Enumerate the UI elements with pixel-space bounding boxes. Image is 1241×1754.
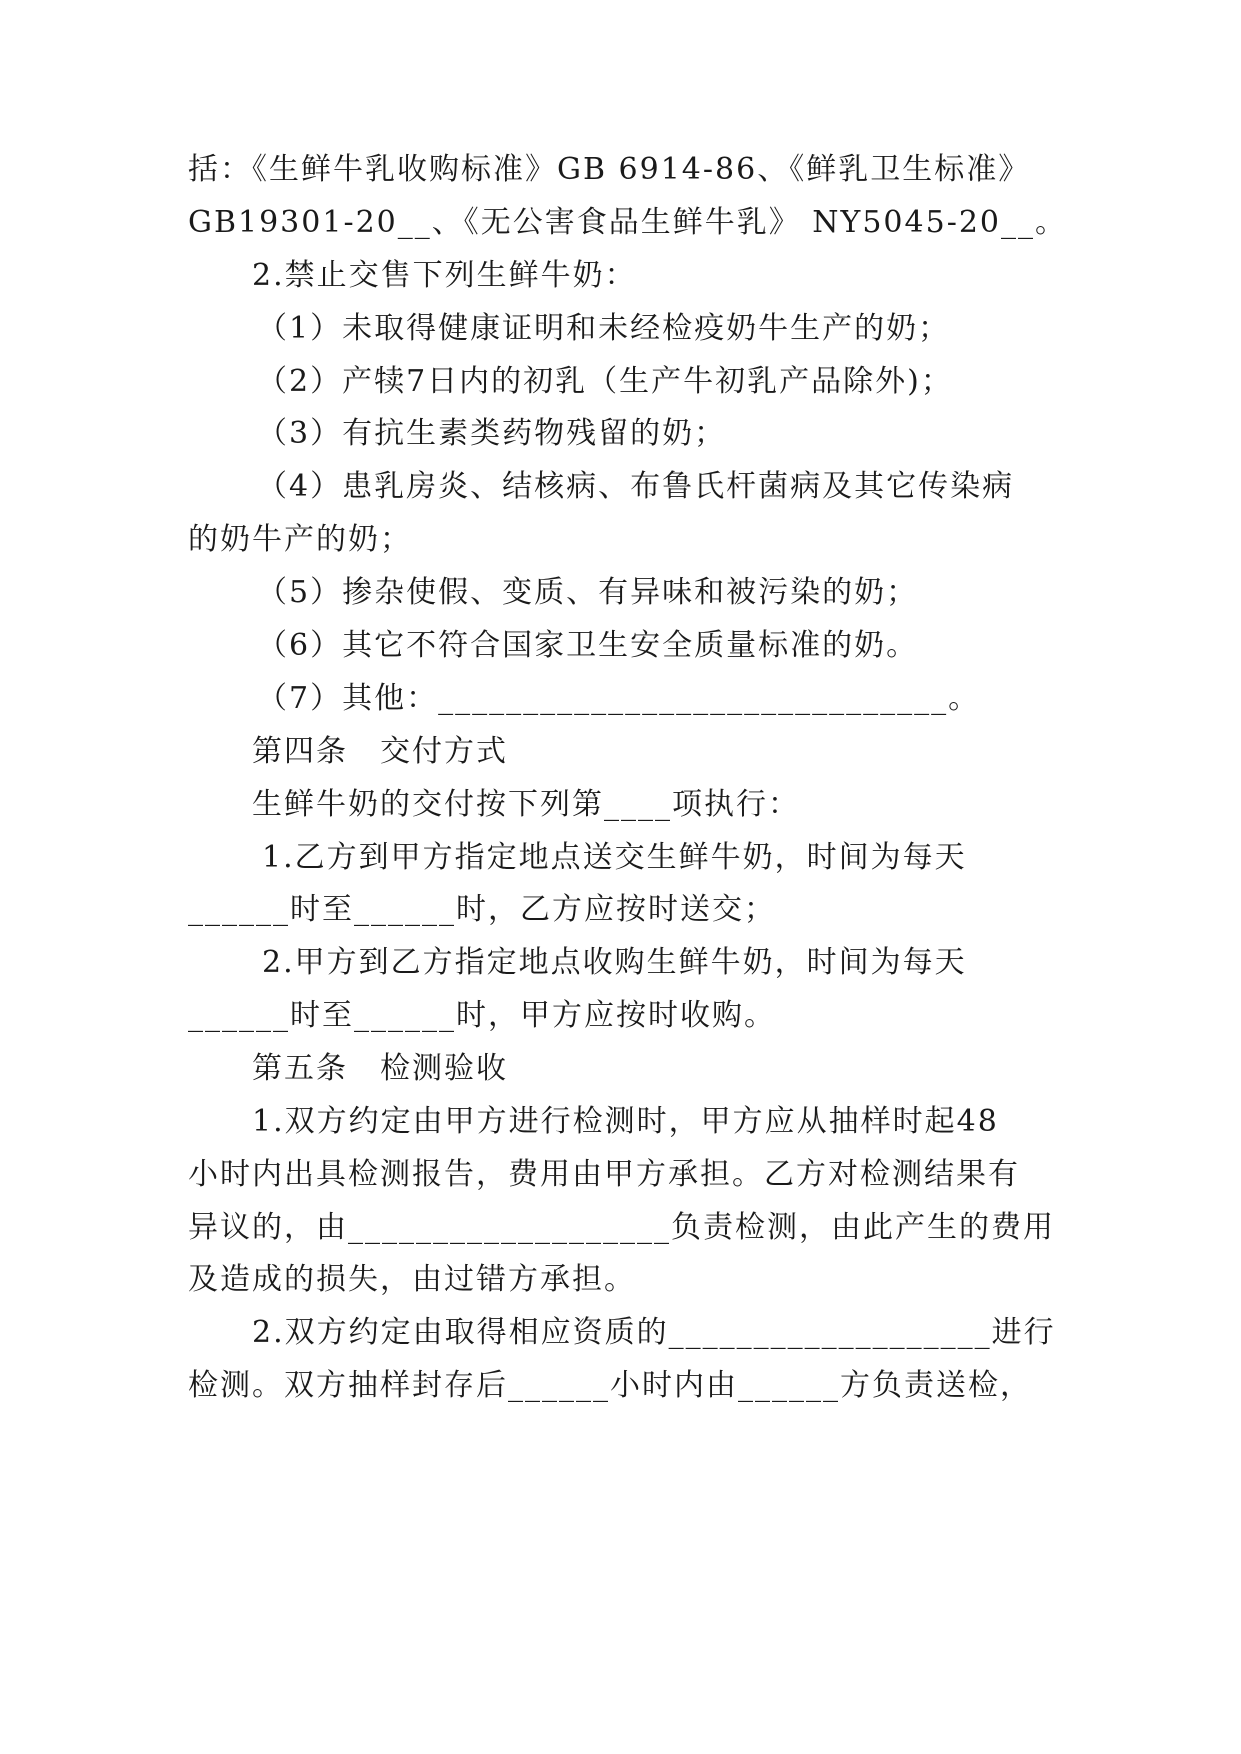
text-line: （1）未取得健康证明和未经检疫奶牛生产的奶；: [257, 311, 951, 346]
text-line: ______时至______时，甲方应按时收购。: [188, 998, 776, 1033]
text-line: 的奶牛产的奶；: [188, 522, 412, 557]
section-heading: 第四条 交付方式: [252, 734, 508, 769]
text-line: 2.禁止交售下列生鲜牛奶：: [252, 258, 637, 293]
text-line: GB19301-20__、《无公害食品生鲜牛乳》 NY5045-20__。: [188, 205, 1068, 240]
text-line: 括：《生鲜牛乳收购标准》GB 6914-86、《鲜乳卫生标准》: [188, 152, 1031, 187]
text-line: 生鲜牛奶的交付按下列第____项执行：: [252, 787, 800, 822]
text-line: 及造成的损失，由过错方承担。: [188, 1262, 636, 1297]
text-line: （7）其他：______________________________。: [257, 681, 981, 716]
text-line: （4）患乳房炎、结核病、布鲁氏杆菌病及其它传染病: [257, 469, 1015, 504]
text-line: 检测。双方抽样封存后______小时内由______方负责送检，: [188, 1368, 1032, 1403]
text-line: （5）掺杂使假、变质、有异味和被污染的奶；: [257, 575, 919, 610]
text-line: 1.乙方到甲方指定地点送交生鲜牛奶，时间为每天: [262, 840, 967, 875]
section-heading: 第五条 检测验收: [252, 1051, 508, 1086]
text-line: （6）其它不符合国家卫生安全质量标准的奶。: [257, 628, 919, 663]
text-line: 异议的，由___________________负责检测，由此产生的费用: [188, 1210, 1055, 1245]
text-line: ______时至______时，乙方应按时送交；: [188, 892, 776, 927]
text-line: （2）产犊7日内的初乳（生产牛初乳产品除外)；: [257, 364, 953, 399]
text-line: 2.双方约定由取得相应资质的___________________进行: [252, 1315, 1056, 1350]
text-line: （3）有抗生素类药物残留的奶；: [257, 416, 727, 451]
text-line: 1.双方约定由甲方进行检测时，甲方应从抽样时起48: [252, 1104, 999, 1139]
text-line: 小时内出具检测报告，费用由甲方承担。乙方对检测结果有: [188, 1157, 1020, 1192]
text-line: 2.甲方到乙方指定地点收购生鲜牛奶，时间为每天: [262, 945, 967, 980]
